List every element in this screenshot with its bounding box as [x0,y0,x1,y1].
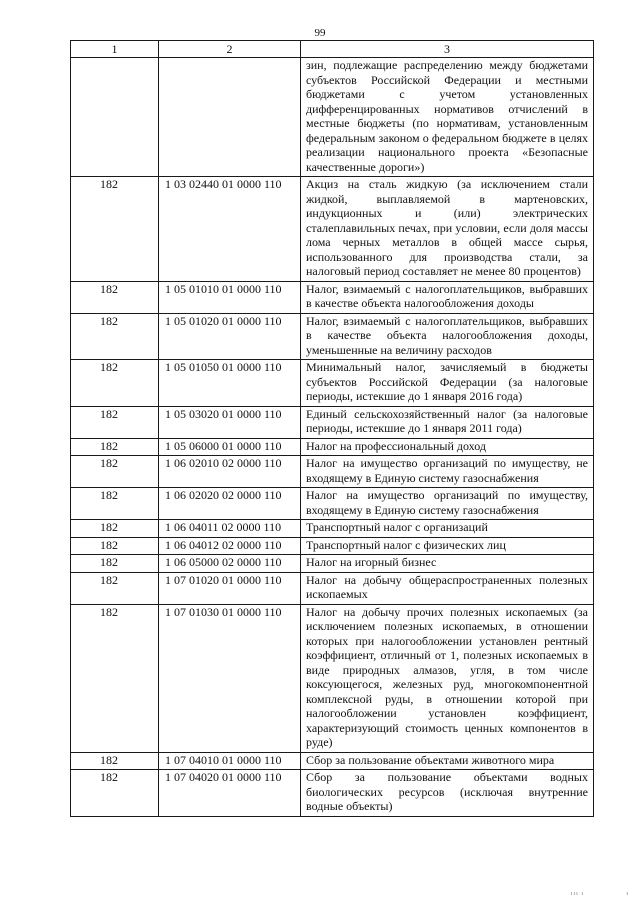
revenue-description-cell: зин, подлежащие распределению между бюджетами субъектов Российской Федерации и местными бюджетами с учетом установленных дифференцированных нормативов отчислений в местные бюджеты (по нормативам, установленным федеральным законом о федеральном бюджете в целях реализации национального проекта «Безопасные качественные дороги») [301,58,594,177]
admin-code-cell: 182 [71,281,159,313]
revenue-description-cell: Транспортный налог с физических лиц [301,537,594,555]
table-row [71,488,594,520]
table-row [71,438,594,456]
scan-mark: ııı ı [570,891,584,897]
revenue-codes-table [70,40,594,817]
table-row [71,604,594,752]
table-row [71,456,594,488]
revenue-description-cell: Налог на добычу общераспространенных полезных ископаемых [301,572,594,604]
revenue-description-cell: Сбор за пользование объектами животного мира [301,752,594,770]
admin-code-cell: 182 [71,537,159,555]
admin-code-cell: 182 [71,752,159,770]
table-row [71,406,594,438]
table-row [71,313,594,360]
budget-code-cell: 1 05 06000 01 0000 110 [159,438,301,456]
revenue-description-cell: Налог на игорный бизнес [301,555,594,573]
revenue-description-cell: Налог на имущество организаций по имуществу, не входящему в Единую систему газоснабжения [301,456,594,488]
table-row [71,572,594,604]
budget-code-cell: 1 06 02010 02 0000 110 [159,456,301,488]
revenue-description-cell: Минимальный налог, зачисляемый в бюджеты субъектов Российской Федерации (за налоговые периоды, истекшие до 1 января 2016 года) [301,360,594,407]
scan-dot: ı [626,891,628,897]
page-number: 99 [314,27,326,39]
budget-code-cell: 1 05 01050 01 0000 110 [159,360,301,407]
admin-code-cell: 182 [71,360,159,407]
budget-code-cell: 1 07 04020 01 0000 110 [159,770,301,817]
table-body [71,58,594,817]
table-row [71,281,594,313]
budget-code-cell: 1 05 01010 01 0000 110 [159,281,301,313]
revenue-description-cell: Единый сельскохозяйственный налог (за налоговые периоды, истекшие до 1 января 2011 года) [301,406,594,438]
budget-code-cell: 1 06 02020 02 0000 110 [159,488,301,520]
admin-code-cell: 182 [71,438,159,456]
revenue-description-cell: Транспортный налог с организаций [301,520,594,538]
budget-code-cell: 1 07 01030 01 0000 110 [159,604,301,752]
table-header [71,41,594,58]
admin-code-cell: 182 [71,177,159,282]
revenue-description-cell: Налог, взимаемый с налогоплательщиков, выбравших в качестве объекта налогообложения доходы, уменьшенные на величину расходов [301,313,594,360]
revenue-description-cell: Налог на профессиональный доход [301,438,594,456]
revenue-description-cell: Налог на имущество организаций по имуществу, входящему в Единую систему газоснабжения [301,488,594,520]
admin-code-cell [71,58,159,177]
admin-code-cell: 182 [71,313,159,360]
admin-code-cell: 182 [71,520,159,538]
budget-code-cell: 1 06 04011 02 0000 110 [159,520,301,538]
table-row [71,58,594,177]
budget-code-cell [159,58,301,177]
header-row [71,41,594,58]
column-header-2: 2 [159,41,301,58]
revenue-description-cell: Сбор за пользование объектами водных биологических ресурсов (исключая внутренние водные объекты) [301,770,594,817]
table-row [71,752,594,770]
budget-code-cell: 1 03 02440 01 0000 110 [159,177,301,282]
admin-code-cell: 182 [71,456,159,488]
revenue-description-cell: Налог на добычу прочих полезных ископаемых (за исключением полезных ископаемых, в отношении которых при налогообложении установлен рентный коэффициент, отличный от 1, полезных ископаемых в виде природных алмазов, угля, в том числе коксующегося, железных руд, многокомпонентной комплексной руды, в отношении которой при налогообложении установлен коэффициент, характеризующий стоимость ценных компонентов в руде) [301,604,594,752]
column-header-1: 1 [71,41,159,58]
admin-code-cell: 182 [71,406,159,438]
budget-code-cell: 1 05 03020 01 0000 110 [159,406,301,438]
admin-code-cell: 182 [71,488,159,520]
admin-code-cell: 182 [71,770,159,817]
table-row [71,177,594,282]
budget-code-cell: 1 06 04012 02 0000 110 [159,537,301,555]
column-header-3: 3 [301,41,594,58]
budget-code-cell: 1 06 05000 02 0000 110 [159,555,301,573]
table-row [71,555,594,573]
table-row [71,770,594,817]
admin-code-cell: 182 [71,604,159,752]
table-row [71,520,594,538]
budget-code-cell: 1 07 04010 01 0000 110 [159,752,301,770]
admin-code-cell: 182 [71,555,159,573]
budget-code-cell: 1 07 01020 01 0000 110 [159,572,301,604]
table-row [71,360,594,407]
revenue-description-cell: Акциз на сталь жидкую (за исключением стали жидкой, выплавляемой в мартеновских, индукционных и (или) электрических сталеплавильных печах, при условии, если доля массы лома черных металлов в общей массе сырья, использованного для производства стали, за налоговый период составляет не менее 80 процентов) [301,177,594,282]
table-row [71,537,594,555]
admin-code-cell: 182 [71,572,159,604]
revenue-description-cell: Налог, взимаемый с налогоплательщиков, выбравших в качестве объекта налогообложения доходы [301,281,594,313]
budget-code-cell: 1 05 01020 01 0000 110 [159,313,301,360]
